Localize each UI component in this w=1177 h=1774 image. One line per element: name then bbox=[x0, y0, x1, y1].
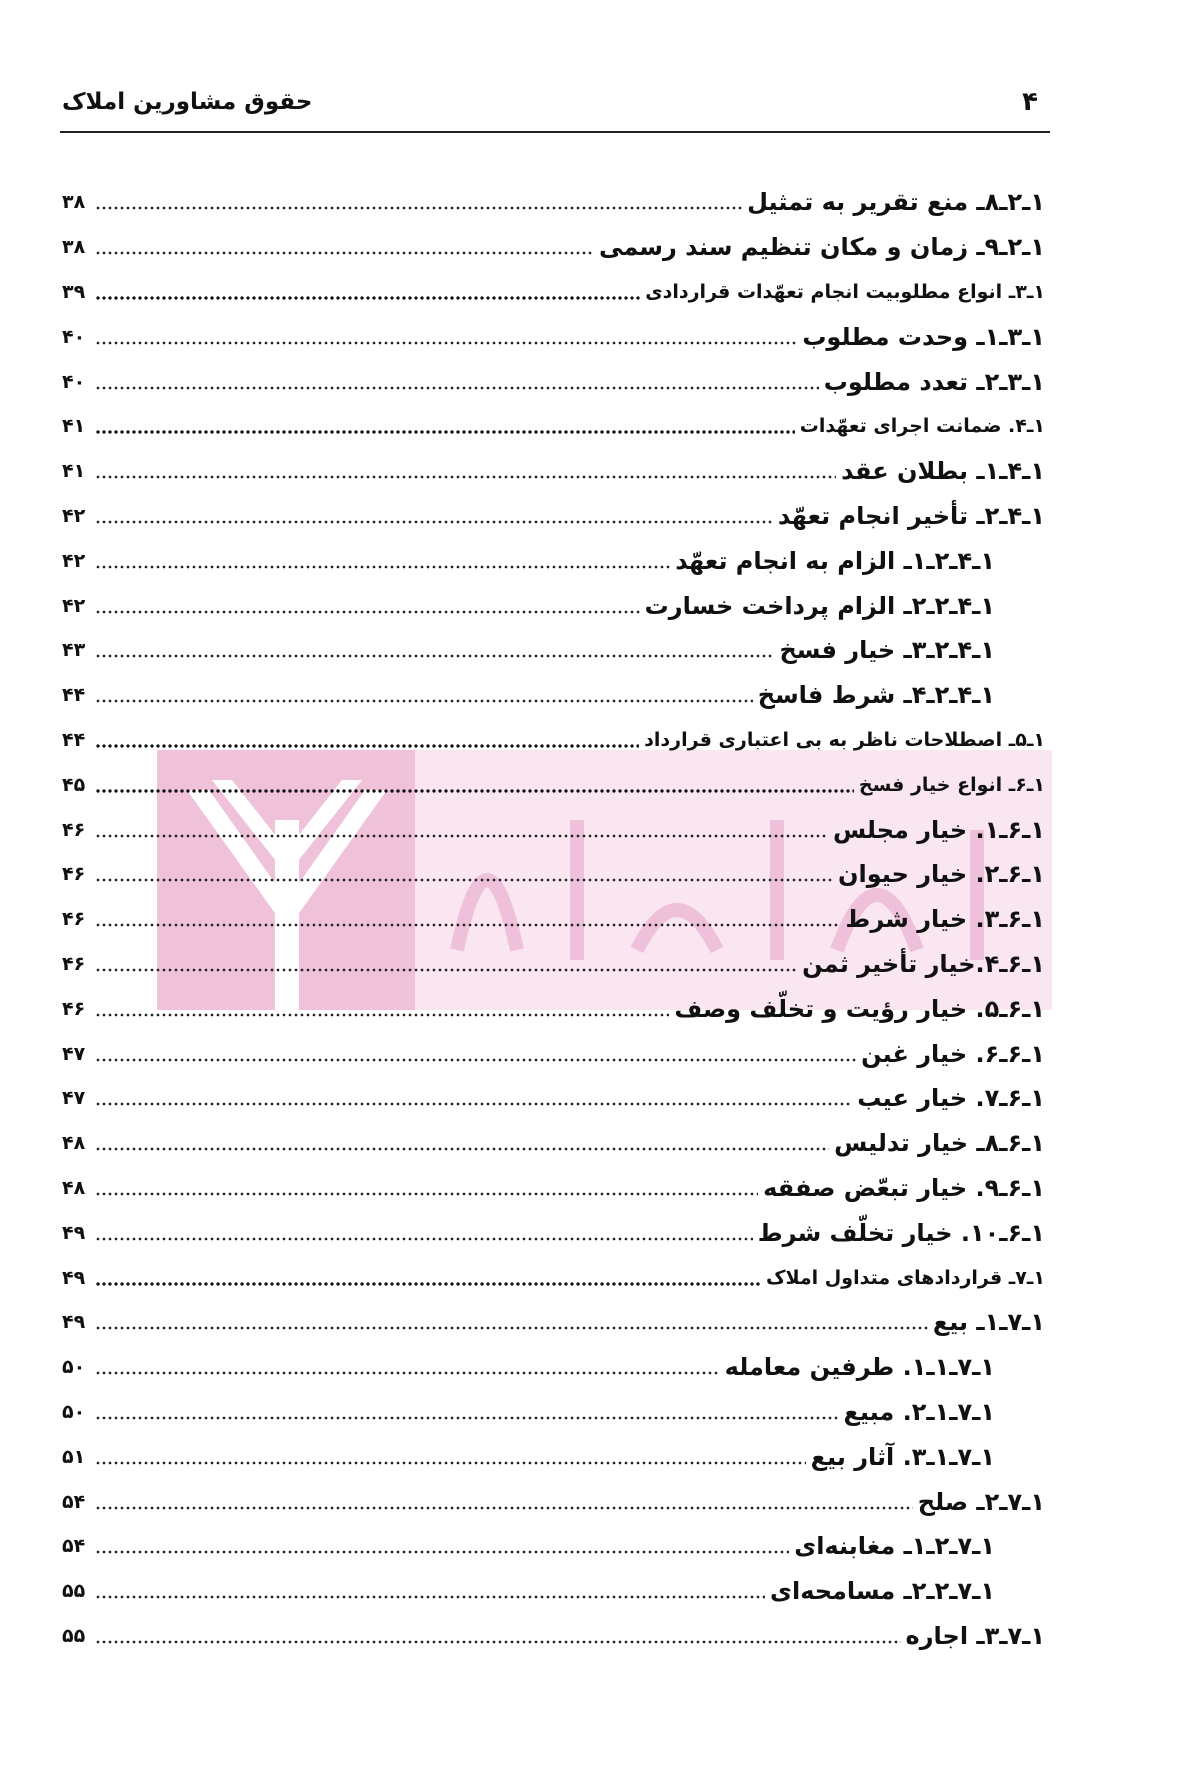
toc-entry bbox=[62, 449, 1045, 494]
toc-entry bbox=[62, 1076, 1045, 1121]
toc-entry-title: ۱ـ۷ـ۲ـ۱ـ مغابنه‌ای bbox=[794, 1532, 995, 1561]
toc-entry-page: ۴۹ bbox=[62, 1266, 86, 1289]
toc-entry-title: ۱ـ۴ـ۲ـ۴ـ شرط فاسخ bbox=[757, 681, 995, 710]
dot-leader bbox=[95, 1595, 765, 1599]
toc-entry-page: ۴۲ bbox=[62, 549, 86, 572]
page-header bbox=[62, 80, 1046, 124]
toc-entry-page: ۳۸ bbox=[62, 236, 86, 259]
toc-entry-title: ۱ـ۳ـ۲ـ تعدد مطلوب bbox=[823, 367, 1045, 396]
toc-entry bbox=[62, 538, 1045, 583]
dot-leader bbox=[95, 386, 819, 390]
toc-entry bbox=[62, 225, 1045, 270]
dot-leader bbox=[95, 565, 670, 569]
toc-entry-page: ۴۵ bbox=[62, 773, 86, 796]
toc-entry-page: ۵۵ bbox=[62, 1624, 86, 1647]
toc-entry bbox=[62, 1255, 1045, 1300]
dot-leader bbox=[95, 1013, 669, 1017]
toc-entry-title: ۱ـ۶ـ۸ـ خیار تدلیس bbox=[834, 1129, 1045, 1158]
toc-entry-page: ۵۵ bbox=[62, 1580, 86, 1603]
toc-entry-page: ۴۶ bbox=[62, 908, 86, 931]
toc-entry bbox=[62, 1479, 1045, 1524]
toc-entry-page: ۴۴ bbox=[62, 728, 86, 751]
toc-entry-page: ۴۹ bbox=[62, 1311, 86, 1334]
toc-entry-title: ۱ـ۷ـ قراردادهای متداول املاک bbox=[766, 1266, 1045, 1289]
toc-entry bbox=[62, 404, 1045, 449]
toc-entry-title: ۱ـ۲ـ۹ـ زمان و مکان تنظیم سند رسمی bbox=[599, 233, 1045, 262]
dot-leader bbox=[95, 1371, 720, 1375]
toc-entry-title: ۱ـ۶ـ۷. خیار عیب bbox=[857, 1084, 1045, 1113]
toc-entry-title: ۱ـ۶ـ۹. خیار تبعّض صفقه bbox=[763, 1173, 1045, 1202]
toc-entry bbox=[62, 270, 1045, 315]
dot-leader bbox=[95, 1461, 806, 1465]
running-title: حقوق مشاورین املاک bbox=[62, 89, 313, 115]
toc-entry bbox=[62, 897, 1045, 942]
toc-entry-title: ۱ـ۶ـ۶. خیار غبن bbox=[861, 1039, 1045, 1068]
toc-entry-page: ۴۲ bbox=[62, 504, 86, 527]
toc-entry bbox=[62, 986, 1045, 1031]
toc-entry-title: ۱ـ۷ـ۱ـ۳. آثار بیع bbox=[810, 1442, 995, 1471]
dot-leader bbox=[95, 834, 828, 838]
toc-entry-title: ۱ـ۶ـ۲. خیار حیوان bbox=[838, 860, 1045, 889]
toc-entry-title: ۱ـ۶ـ۳. خیار شرط bbox=[845, 905, 1045, 934]
toc-entry-page: ۴۴ bbox=[62, 684, 86, 707]
dot-leader bbox=[95, 251, 594, 255]
dot-leader bbox=[95, 520, 773, 524]
toc-entry-title: ۱ـ۷ـ۳ـ اجاره bbox=[905, 1621, 1045, 1650]
toc-entry-title: ۱ـ۴ـ۲ـ۳ـ خیار فسخ bbox=[779, 636, 995, 665]
toc-entry-page: ۵۱ bbox=[62, 1445, 86, 1468]
toc-entry-page: ۵۰ bbox=[62, 1356, 86, 1379]
toc-entry-page: ۴۹ bbox=[62, 1221, 86, 1244]
toc-entry-page: ۳۹ bbox=[62, 280, 86, 303]
toc-entry bbox=[62, 1031, 1045, 1076]
toc-list bbox=[62, 180, 1045, 1658]
page-number: ۴ bbox=[1022, 87, 1038, 117]
toc-entry-title: ۱ـ۶ـ۱. خیار مجلس bbox=[832, 815, 1045, 844]
toc-entry bbox=[62, 762, 1045, 807]
toc-entry-page: ۴۳ bbox=[62, 639, 86, 662]
toc-entry bbox=[62, 1121, 1045, 1166]
toc-entry-title: ۱ـ۴ـ۲ـ۱ـ الزام به انجام تعهّد bbox=[675, 546, 995, 575]
dot-leader bbox=[95, 1147, 829, 1151]
toc-entry-title: ۱ـ۶ـ۴.خیار تأخیر ثمن bbox=[802, 949, 1045, 978]
toc-entry bbox=[62, 942, 1045, 987]
toc-entry-title: ۱ـ۵ـ اصطلاحات ناظر به بی اعتباری قرارداد bbox=[644, 728, 1045, 751]
toc-entry bbox=[62, 673, 1045, 718]
dot-leader bbox=[95, 1282, 761, 1286]
toc-entry bbox=[62, 852, 1045, 897]
dot-leader bbox=[95, 789, 854, 793]
toc-entry-title: ۱ـ۲ـ۸ـ منع تقریر به تمثیل bbox=[747, 188, 1045, 217]
dot-leader bbox=[95, 1506, 913, 1510]
toc-entry-title: ۱ـ۷ـ۱ـ بیع bbox=[932, 1308, 1045, 1337]
header-rule bbox=[60, 131, 1050, 133]
toc-entry-title: ۱ـ۷ـ۱ـ۲. مبیع bbox=[843, 1397, 995, 1426]
toc-entry bbox=[62, 807, 1045, 852]
toc-entry-page: ۴۲ bbox=[62, 594, 86, 617]
toc-entry-title: ۱ـ۶ـ انواع خیار فسخ bbox=[858, 773, 1045, 796]
toc-entry-page: ۴۶ bbox=[62, 997, 86, 1020]
toc-entry bbox=[62, 1166, 1045, 1211]
toc-entry bbox=[62, 1390, 1045, 1435]
toc-entry bbox=[62, 314, 1045, 359]
toc-entry-title: ۱ـ۴ـ۱ـ بطلان عقد bbox=[841, 457, 1045, 486]
dot-leader bbox=[95, 1640, 901, 1644]
toc-entry-title: ۱ـ۳ـ انواع مطلوبیت انجام تعهّدات قراردادی bbox=[645, 280, 1045, 303]
toc-entry bbox=[62, 628, 1045, 673]
toc-entry-page: ۴۶ bbox=[62, 952, 86, 975]
dot-leader bbox=[95, 610, 640, 614]
toc-entry-page: ۴۸ bbox=[62, 1132, 86, 1155]
toc-entry bbox=[62, 583, 1045, 628]
toc-entry bbox=[62, 1524, 1045, 1569]
toc-entry-title: ۱ـ۶ـ۱۰. خیار تخلّف شرط bbox=[757, 1218, 1045, 1247]
dot-leader bbox=[95, 968, 797, 972]
toc-entry bbox=[62, 1569, 1045, 1614]
toc-entry-title: ۱ـ۷ـ۲ـ صلح bbox=[917, 1487, 1045, 1516]
toc-entry-page: ۵۴ bbox=[62, 1535, 86, 1558]
toc-entry-page: ۵۰ bbox=[62, 1400, 86, 1423]
dot-leader bbox=[95, 699, 753, 703]
toc-entry bbox=[62, 1210, 1045, 1255]
dot-leader bbox=[95, 206, 742, 210]
dot-leader bbox=[95, 654, 774, 658]
toc-entry-page: ۴۶ bbox=[62, 863, 86, 886]
dot-leader bbox=[95, 1326, 928, 1330]
toc-entry-page: ۵۴ bbox=[62, 1490, 86, 1513]
toc-entry bbox=[62, 1345, 1045, 1390]
dot-leader bbox=[95, 1237, 753, 1241]
toc-entry-page: ۴۷ bbox=[62, 1042, 86, 1065]
dot-leader bbox=[95, 341, 797, 345]
dot-leader bbox=[95, 1550, 789, 1554]
toc-entry bbox=[62, 1300, 1045, 1345]
toc-entry bbox=[62, 1434, 1045, 1479]
toc-entry-page: ۴۱ bbox=[62, 460, 86, 483]
toc-entry-title: ۱ـ۶ـ۵. خیار رؤیت و تخلّف وصف bbox=[674, 994, 1045, 1023]
toc-entry-page: ۴۰ bbox=[62, 370, 86, 393]
toc-entry-page: ۴۷ bbox=[62, 1087, 86, 1110]
dot-leader bbox=[95, 923, 840, 927]
toc-entry-title: ۱ـ۳ـ۱ـ وحدت مطلوب bbox=[802, 322, 1045, 351]
toc-entry-page: ۴۸ bbox=[62, 1176, 86, 1199]
dot-leader bbox=[95, 430, 795, 434]
dot-leader bbox=[95, 1058, 856, 1062]
toc-entry-page: ۴۱ bbox=[62, 415, 86, 438]
toc-entry-page: ۴۰ bbox=[62, 325, 86, 348]
dot-leader bbox=[95, 1192, 758, 1196]
dot-leader bbox=[95, 1416, 838, 1420]
toc-entry-title: ۱ـ۴ـ۲ـ۲ـ الزام پرداخت خسارت bbox=[644, 591, 995, 620]
toc-entry-title: ۱ـ۷ـ۲ـ۲ـ مسامحه‌ای bbox=[769, 1577, 995, 1606]
dot-leader bbox=[95, 475, 836, 479]
dot-leader bbox=[95, 1102, 852, 1106]
toc-entry bbox=[62, 359, 1045, 404]
dot-leader bbox=[95, 296, 640, 300]
toc-entry-title: ۱ـ۴ـ۲ـ تأخیر انجام تعهّد bbox=[777, 501, 1045, 530]
dot-leader bbox=[95, 744, 639, 748]
toc-entry bbox=[62, 718, 1045, 763]
toc-entry-page: ۳۸ bbox=[62, 191, 86, 214]
toc-entry-title: ۱ـ۴. ضمانت اجرای تعهّدات bbox=[799, 415, 1045, 438]
toc-entry bbox=[62, 1614, 1045, 1659]
toc-entry-page: ۴۶ bbox=[62, 818, 86, 841]
toc-entry bbox=[62, 180, 1045, 225]
dot-leader bbox=[95, 878, 833, 882]
toc-entry bbox=[62, 494, 1045, 539]
toc-entry-title: ۱ـ۷ـ۱ـ۱. طرفین معامله bbox=[724, 1353, 995, 1382]
